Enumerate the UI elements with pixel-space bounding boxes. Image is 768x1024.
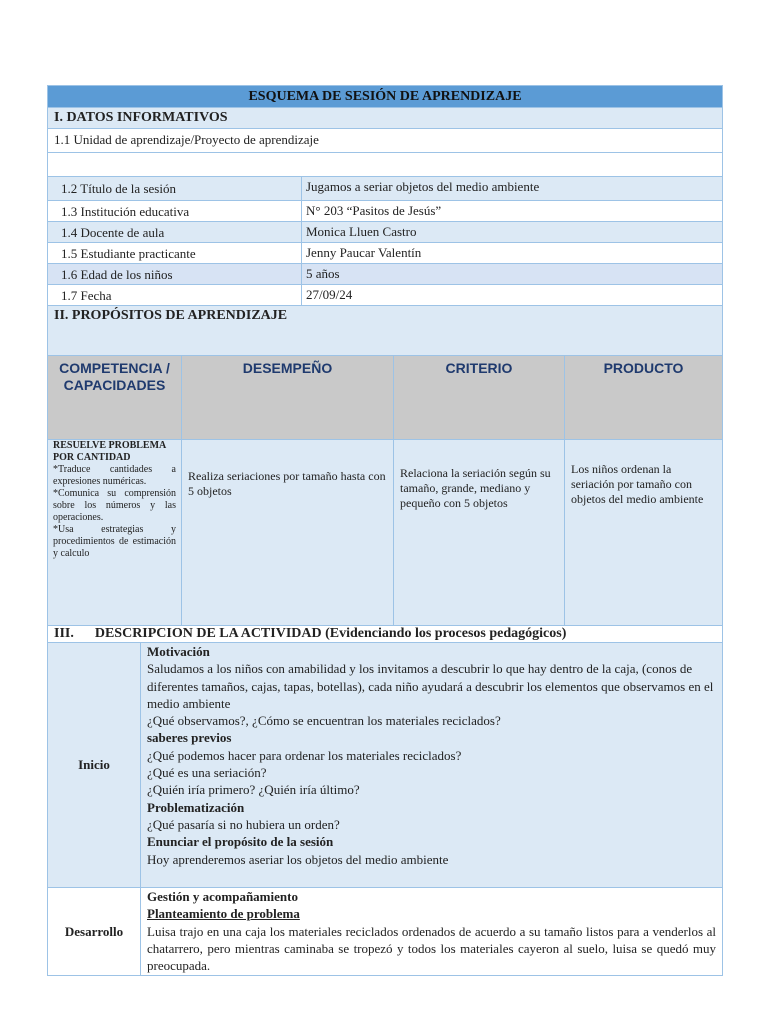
info-value: N° 203 “Pasitos de Jesús” — [306, 203, 442, 218]
header-producto: PRODUCTO — [565, 356, 722, 439]
header-desempeno: DESEMPEÑO — [182, 356, 394, 439]
info-label: 1.2 Título de la sesión — [48, 177, 302, 200]
motivacion-question: ¿Qué observamos?, ¿Cómo se encuentran los materiales reciclados? — [147, 713, 501, 729]
empty-row — [48, 153, 722, 177]
planteamiento-title: Planteamiento de problema — [147, 906, 300, 922]
capacidad-item: *Traduce cantidades a expresiones numéricas. — [53, 464, 176, 487]
inicio-content — [141, 643, 722, 887]
saberes-question: ¿Qué podemos hacer para ordenar los materiales reciclados? — [147, 747, 462, 763]
info-label: 1.3 Institución educativa — [48, 201, 302, 221]
purpose-table-body — [48, 440, 722, 626]
info-value: Monica Lluen Castro — [306, 224, 417, 239]
info-value: 5 años — [306, 266, 340, 281]
info-label: 1.7 Fecha — [48, 285, 302, 305]
planteamiento-text: Luisa trajo en una caja los materiales reciclados ordenados de acuerdo a su tamaño listos para a venderlos al chatarrero, pero mientras caminaba se tropezó y todos los materiales cayeron al suelo, luisa se quedó muy preocupada. — [147, 923, 716, 974]
desarrollo-content — [141, 888, 722, 975]
gestion-title: Gestión y acompañamiento — [147, 889, 298, 904]
problematizacion-title: Problematización — [147, 799, 245, 815]
header-competencia — [48, 356, 182, 439]
inicio-label: Inicio — [48, 643, 141, 887]
saberes-question: ¿Quién iría primero? ¿Quién iría último? — [147, 782, 360, 798]
inicio-row — [48, 643, 722, 888]
info-row-estudiante — [48, 243, 722, 264]
info-row-docente — [48, 222, 722, 243]
criterio-cell: Relaciona la seriación según su tamaño, grande, mediano y pequeño con 5 objetos — [394, 440, 565, 625]
info-row-institucion — [48, 201, 722, 222]
section-3-heading: III. DESCRIPCION DE LA ACTIVIDAD (Evidenciando los procesos pedagógicos) — [48, 626, 722, 643]
info-value: 27/09/24 — [306, 287, 353, 302]
header-criterio: CRITERIO — [394, 356, 565, 439]
info-row-fecha — [48, 285, 722, 306]
capacidad-item: *Usa estrategias y procedimientos de estimación y calculo — [53, 524, 176, 559]
motivacion-text: Saludamos a los niños con amabilidad y los invitamos a descubrir lo que hay dentro de la caja, (conos de diferentes tamaños, cajas, tapas, botellas), cada niño ayudará a descubrir los elementos que observamos en el medio ambiente — [147, 661, 714, 711]
session-document — [47, 85, 723, 976]
document-title: ESQUEMA DE SESIÓN DE APRENDIZAJE — [48, 86, 722, 108]
producto-cell: Los niños ordenan la seriación por tamaño con objetos del medio ambiente — [571, 462, 704, 506]
problematizacion-question: ¿Qué pasaría si no hubiera un orden? — [147, 816, 340, 832]
proposito-title: Enunciar el propósito de la sesión — [147, 834, 334, 850]
section-2-heading: II. PROPÓSITOS DE APRENDIZAJE — [48, 306, 722, 356]
desarrollo-row — [48, 888, 722, 975]
info-value: Jenny Paucar Valentín — [306, 245, 422, 260]
unidad-row: 1.1 Unidad de aprendizaje/Proyecto de aprendizaje — [48, 129, 722, 153]
saberes-title: saberes previos — [147, 730, 232, 746]
info-value: Jugamos a seriar objetos del medio ambiente — [306, 179, 540, 194]
desempeno-cell: Realiza seriaciones por tamaño hasta con 5 objetos — [182, 440, 394, 625]
saberes-question: ¿Qué es una seriación? — [147, 765, 267, 781]
info-row-edad — [48, 264, 722, 285]
info-label: 1.5 Estudiante practicante — [48, 243, 302, 263]
purpose-table-header — [48, 356, 722, 440]
section-1-heading: I. DATOS INFORMATIVOS — [48, 108, 722, 129]
proposito-text: Hoy aprenderemos aseriar los objetos del medio ambiente — [147, 851, 449, 867]
info-label: 1.4 Docente de aula — [48, 222, 302, 242]
capacidad-item: *Comunica su comprensión sobre los números y las operaciones. — [53, 488, 176, 523]
competencia-title: RESUELVE PROBLEMA POR CANTIDAD — [53, 440, 166, 463]
competencia-cell — [48, 440, 182, 625]
desarrollo-label: Desarrollo — [48, 888, 141, 975]
motivacion-title: Motivación — [147, 644, 210, 659]
header-competencia-text: COMPETENCIA / CAPACIDADES — [59, 360, 170, 393]
info-row-titulo — [48, 177, 722, 201]
info-label: 1.6 Edad de los niños — [48, 264, 302, 284]
